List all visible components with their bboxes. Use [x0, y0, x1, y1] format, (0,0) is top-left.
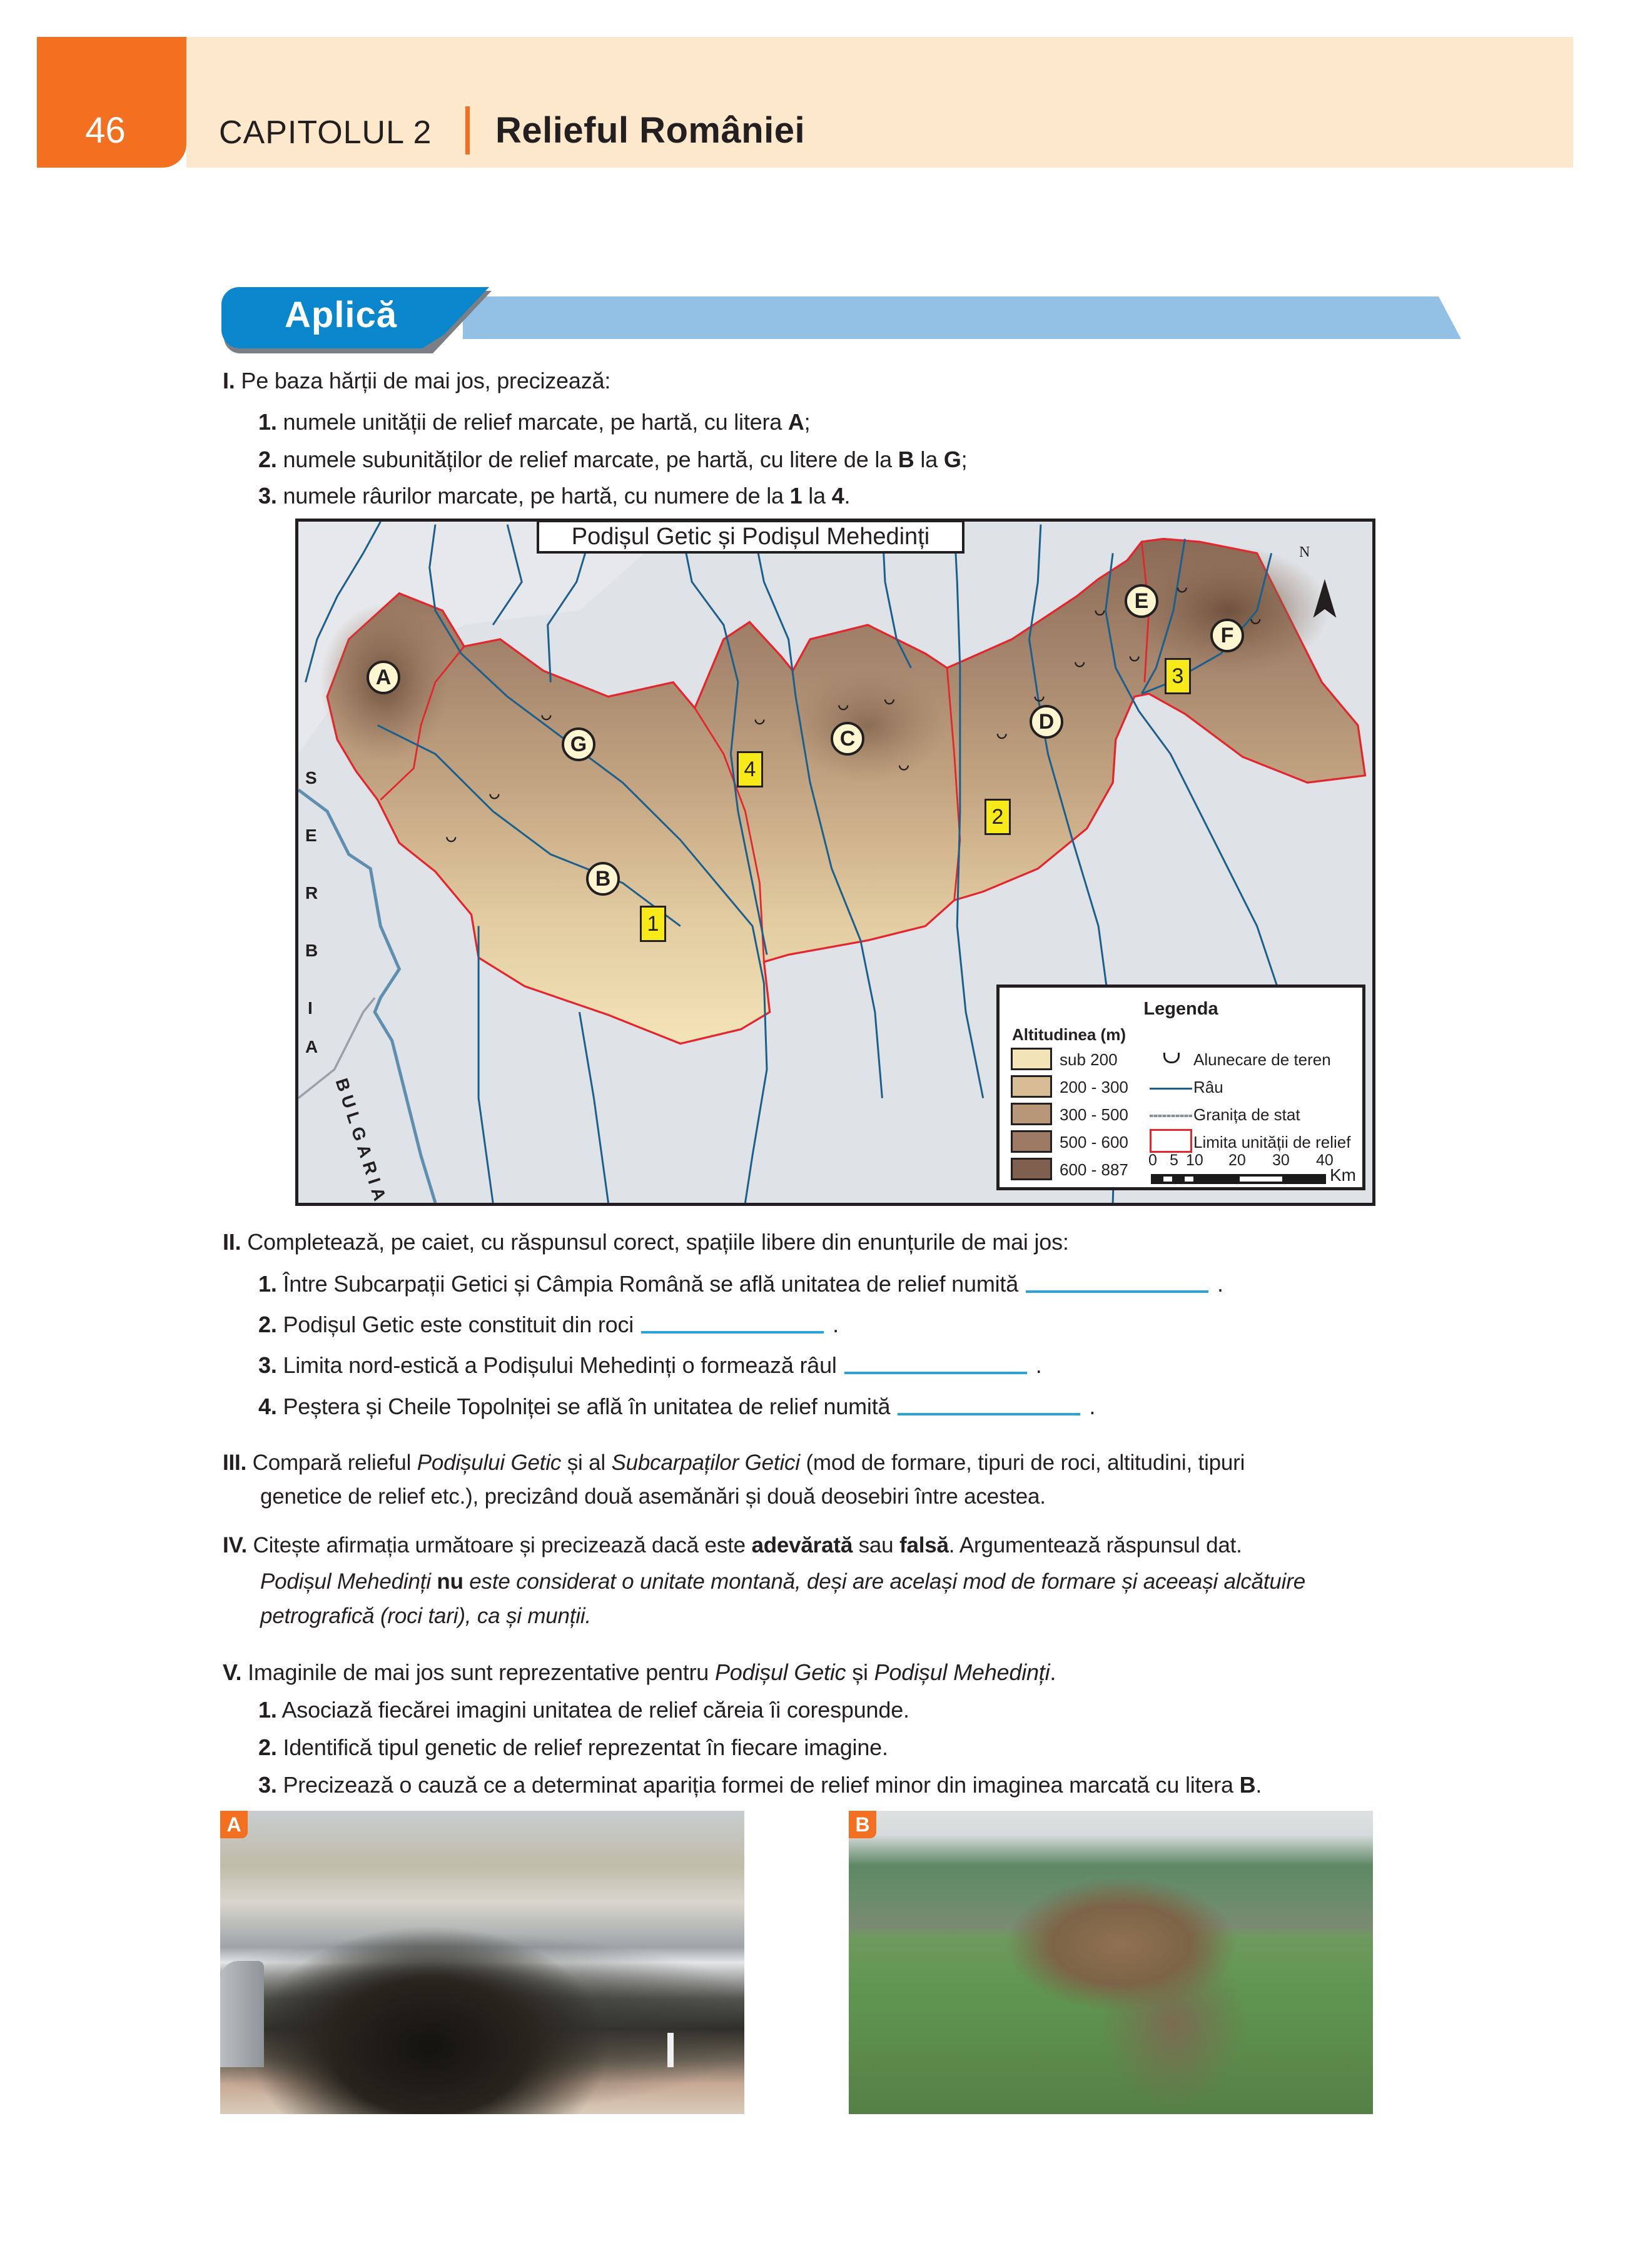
section-banner-label: Aplică [285, 295, 398, 335]
exercise-II-prompt [223, 1231, 1069, 1253]
unit-boundary-icon [1150, 1129, 1192, 1153]
answer-blank[interactable] [641, 1331, 824, 1334]
exercise-text: Completează, pe caiet, cu răspunsul corect, spațiile libere din enunțurile de mai jos: [247, 1229, 1069, 1255]
country-serbia-B: B [305, 941, 320, 960]
country-serbia-S: S [305, 768, 318, 787]
item-text: la [914, 447, 944, 472]
scale-tick: 30 [1272, 1152, 1290, 1169]
map-label-D: D [1030, 705, 1063, 739]
item-number: 2. [258, 1312, 277, 1337]
chapter-label: CAPITOLUL 2 [219, 114, 432, 151]
legend-label: sub 200 [1060, 1050, 1118, 1069]
legend-altitude-header: Altitudinea (m) [1012, 1025, 1126, 1044]
item-text: Asociază fiecărei imagini unitatea de relief căreia îi corespunde. [281, 1697, 909, 1723]
legend-title: Legenda [1143, 999, 1218, 1019]
exercise-text-bold: falsă [899, 1533, 949, 1557]
exercise-text: Imaginile de mai jos sunt reprezentative pentru [248, 1659, 715, 1685]
legend-label: 600 - 887 [1060, 1160, 1128, 1179]
country-serbia-I: I [308, 998, 314, 1018]
item-text: la [802, 483, 832, 509]
legend-label: Granița de stat [1193, 1105, 1300, 1124]
river-line-icon [1150, 1088, 1192, 1090]
exercise-II-item-1 [258, 1273, 1223, 1295]
exercise-number: V. [223, 1659, 242, 1685]
north-label: N [1299, 544, 1310, 560]
map-river-label-1: 1 [640, 906, 666, 942]
legend-swatch-300-500 [1011, 1103, 1052, 1125]
scale-tick: 0 [1148, 1152, 1157, 1169]
scale-tick: 40 [1316, 1152, 1334, 1169]
country-bulgaria: BULGARIA [332, 1076, 392, 1208]
exercise-I-prompt [223, 370, 610, 392]
exercise-text: . [1050, 1659, 1056, 1685]
legend-swatch-600-887 [1011, 1158, 1052, 1180]
legend-label: 200 - 300 [1060, 1078, 1128, 1096]
map-title: Podișul Getic și Podișul Mehedinți [537, 520, 964, 554]
exercise-number: I. [223, 368, 235, 393]
exercise-text-italic: Podișului Getic [417, 1450, 562, 1475]
item-number: 3. [258, 483, 277, 509]
exercise-IV-statement-line-1 [260, 1571, 1305, 1592]
border-line-icon [1150, 1115, 1192, 1117]
header-divider [465, 106, 470, 154]
exercise-text: Citește afirmația următoare și precizează dacă este [253, 1533, 752, 1557]
map-river-label-3: 3 [1165, 658, 1191, 694]
item-number: 2. [258, 447, 277, 472]
item-text: numele unității de relief marcate, pe hartă, cu litera [283, 409, 788, 435]
exercise-IV-statement-line-2: petrografică (roci tari), ca și munții. [260, 1604, 592, 1628]
map-label-G: G [562, 727, 595, 761]
item-text: . [1089, 1394, 1096, 1419]
photo-tag-A: A [220, 1811, 248, 1838]
section-banner-strip [463, 296, 1461, 339]
legend-label: 300 - 500 [1060, 1105, 1128, 1124]
country-serbia-E: E [305, 826, 318, 845]
exercise-text-italic: Podișul Mehedinți [874, 1659, 1050, 1685]
map-label-C: C [831, 722, 864, 756]
item-key: 1 [789, 483, 802, 509]
scale-tick: 5 [1170, 1152, 1178, 1169]
exercise-II-item-3 [258, 1354, 1042, 1377]
scale-tick: 10 [1186, 1152, 1203, 1169]
exercise-II-item-4 [258, 1395, 1095, 1418]
item-key: 4 [831, 483, 844, 509]
legend-label: Limita unității de relief [1193, 1133, 1351, 1152]
map-label-A: A [367, 661, 400, 694]
exercise-text: Compară relieful [252, 1450, 417, 1475]
exercise-number: III. [223, 1450, 247, 1475]
map-label-F: F [1210, 619, 1244, 652]
page-number [37, 37, 186, 168]
statement-text: este considerat o unitate montană, deși are același mod de formare și aceeași alcătuire [463, 1569, 1305, 1594]
item-text: numele subunităților de relief marcate, pe hartă, cu litere de la [283, 447, 898, 472]
exercise-V-item-2 [258, 1736, 888, 1759]
exercise-text: Pe baza hărții de mai jos, precizează: [241, 368, 611, 393]
answer-blank[interactable] [898, 1413, 1080, 1415]
item-text: . [1035, 1352, 1042, 1378]
answer-blank[interactable] [844, 1372, 1027, 1374]
map-legend [996, 985, 1365, 1190]
item-number: 3. [258, 1772, 277, 1798]
country-serbia-A: A [305, 1037, 320, 1056]
country-serbia-R: R [305, 883, 320, 903]
exercise-text-bold: adevărată [751, 1533, 853, 1557]
exercise-text: (mod de formare, tipuri de roci, altitudini, tipuri [799, 1450, 1245, 1475]
item-key: B [1239, 1772, 1256, 1798]
exercise-I-item-1 [258, 411, 810, 433]
item-number: 2. [258, 1734, 277, 1760]
item-key: A [787, 409, 804, 435]
person-figure [667, 2033, 674, 2067]
scale-bar [1151, 1174, 1326, 1184]
exercise-III-line-2: genetice de relief etc.), precizând două asemănări și două deosebiri între acestea. [260, 1484, 1046, 1509]
legend-swatch-200-300 [1011, 1075, 1052, 1098]
exercise-V-item-3 [258, 1774, 1262, 1796]
photo-landslide [849, 1811, 1373, 2114]
exercise-text: sau [853, 1533, 899, 1557]
scale-unit: Km [1330, 1165, 1356, 1185]
item-text: Limita nord-estică a Podișului Mehedinți o formează râul [283, 1352, 837, 1378]
map-river-label-2: 2 [985, 799, 1011, 835]
exercise-I-item-2 [258, 448, 967, 471]
legend-label: 500 - 600 [1060, 1133, 1128, 1152]
answer-blank[interactable] [1026, 1290, 1208, 1293]
item-number: 4. [258, 1394, 277, 1419]
legend-swatch-500-600 [1011, 1130, 1052, 1153]
item-text: ; [804, 409, 811, 435]
exercise-I-item-3 [258, 485, 850, 507]
legend-label: Râu [1193, 1078, 1223, 1096]
page-number-text: 46 [85, 110, 126, 151]
statement-text: Podișul Mehedinți [260, 1569, 437, 1594]
item-key: B [898, 447, 914, 472]
item-number: 1. [258, 409, 277, 435]
exercise-text: și al [561, 1450, 612, 1475]
item-text: ; [961, 447, 968, 472]
item-text: Între Subcarpații Getici și Câmpia Română se află unitatea de relief numită [283, 1271, 1019, 1297]
landslide-arc-icon [1163, 1053, 1180, 1063]
item-number: 3. [258, 1352, 277, 1378]
map-label-B: B [586, 862, 620, 896]
item-text: Precizează o cauză ce a determinat apariția formei de relief minor din imaginea marcată cu litera [283, 1772, 1240, 1798]
scale-tick: 20 [1228, 1152, 1246, 1169]
item-text: . [833, 1312, 839, 1337]
item-text: . [1217, 1271, 1223, 1297]
map-label-E: E [1125, 584, 1158, 618]
item-number: 1. [258, 1271, 277, 1297]
rock-pillar [220, 1961, 264, 2067]
chapter-title: Relieful României [495, 110, 806, 151]
map-river-label-4: 4 [737, 751, 763, 787]
item-text: . [1255, 1772, 1262, 1798]
item-text: Identifică tipul genetic de relief reprezentat în fiecare imagine. [283, 1734, 888, 1760]
item-text: Podișul Getic este constituit din roci [283, 1312, 634, 1337]
exercise-number: II. [223, 1229, 241, 1255]
item-text: numele râurilor marcate, pe hartă, cu numere de la [283, 483, 790, 509]
exercise-number: IV. [223, 1533, 247, 1557]
legend-swatch-sub200 [1011, 1048, 1052, 1070]
statement-text-bold: nu [437, 1569, 463, 1594]
legend-label: Alunecare de teren [1193, 1050, 1331, 1069]
exercise-V-item-1 [258, 1699, 909, 1721]
item-number: 1. [258, 1697, 277, 1723]
exercise-text-italic: Podișul Getic [714, 1659, 846, 1685]
exercise-text: și [846, 1659, 874, 1685]
exercise-III-line-1 [223, 1452, 1245, 1474]
exercise-V-prompt [223, 1661, 1056, 1684]
exercise-II-item-2 [258, 1314, 839, 1336]
photo-cave [220, 1811, 744, 2114]
item-text: . [844, 483, 851, 509]
item-key: G [943, 447, 961, 472]
exercise-text-italic: Subcarpaților Getici [611, 1450, 800, 1475]
exercise-IV-line-1 [223, 1534, 1242, 1556]
exercise-text: . Argumentează răspunsul dat. [948, 1533, 1242, 1557]
item-text: Peștera și Cheile Topolniței se află în unitatea de relief numită [283, 1394, 891, 1419]
photo-tag-B: B [849, 1811, 876, 1838]
